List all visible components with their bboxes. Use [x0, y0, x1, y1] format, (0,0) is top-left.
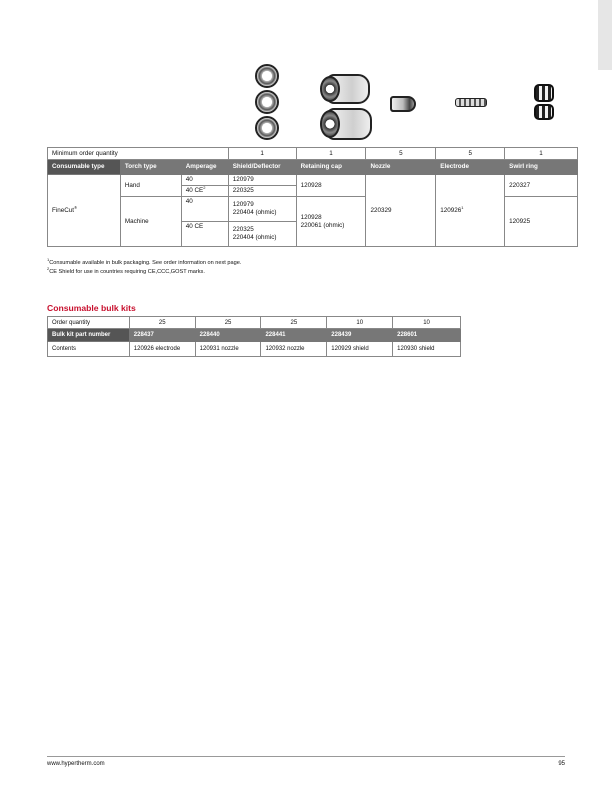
bulk-kit-part-number: 228601 — [393, 329, 461, 342]
min-order-nozzle: 5 — [366, 148, 436, 160]
page-number: 95 — [558, 761, 565, 767]
contents-label: Contents — [48, 342, 130, 357]
footnote-text: Consumable available in bulk packaging. See order information on next page. — [49, 260, 242, 266]
header-torch-type: Torch type — [120, 160, 181, 175]
shield-deflector-image — [255, 64, 279, 140]
shield-value: 220325 — [232, 226, 254, 233]
electrode-value: 120926 — [440, 206, 462, 214]
footnote-text: CE Shield for use in countries requiring CE,CCC,GOST marks. — [49, 269, 205, 275]
order-quantity-value: 10 — [327, 317, 393, 329]
min-order-label: Minimum order quantity — [48, 148, 229, 160]
shield-value-ohmic: 220404 (ohmic) — [232, 234, 277, 241]
contents-value: 120931 nozzle — [195, 342, 261, 357]
electrode-image — [455, 96, 491, 110]
swirl-ring-image — [532, 82, 554, 126]
header-electrode: Electrode — [436, 160, 505, 175]
shield-value-ohmic: 220404 (ohmic) — [232, 209, 277, 216]
registered-mark: ® — [74, 204, 78, 210]
header-nozzle: Nozzle — [366, 160, 436, 175]
header-retaining-cap: Retaining cap — [296, 160, 366, 175]
header-shield: Shield/Deflector — [228, 160, 296, 175]
contents-value: 120932 nozzle — [261, 342, 327, 357]
torch-type-machine: Machine — [120, 197, 181, 247]
retaining-cap-hand: 120928 — [296, 175, 366, 197]
amperage-cell — [181, 186, 228, 197]
order-quantity-value: 25 — [195, 317, 261, 329]
bulk-kit-part-label: Bulk kit part number — [48, 329, 130, 342]
min-order-swirl: 1 — [505, 148, 578, 160]
retaining-cap-machine — [296, 197, 366, 247]
amperage-cell — [181, 175, 228, 186]
table-row — [48, 175, 578, 186]
footnote-number: 1 — [47, 257, 50, 263]
retaining-cap-image — [318, 72, 378, 142]
retaining-cap-value-ohmic: 220061 (ohmic) — [300, 221, 345, 229]
torch-type-hand: Hand — [120, 175, 181, 197]
order-quantity-label: Order quantity — [48, 317, 130, 329]
bulk-kits-table — [47, 316, 461, 357]
consumable-type-cell — [48, 175, 121, 247]
shield-cell — [228, 197, 296, 222]
amperage-cell: 40 CE — [181, 222, 228, 247]
swirl-ring-hand: 220327 — [505, 175, 578, 197]
bulk-kit-part-row — [48, 329, 461, 342]
swirl-ring-machine: 120925 — [505, 197, 578, 247]
electrode-cell — [436, 175, 505, 247]
contents-value: 120930 shield — [393, 342, 461, 357]
shield-value: 120979 — [232, 201, 254, 208]
bulk-kit-part-number: 228439 — [327, 329, 393, 342]
min-order-cap: 1 — [296, 148, 366, 160]
header-consumable-type: Consumable type — [48, 160, 121, 175]
order-quantity-row — [48, 317, 461, 329]
amperage-value: 40 CE — [185, 187, 204, 194]
amperage-value: 40 — [185, 176, 193, 183]
footnote-1 — [47, 259, 241, 267]
header-amperage: Amperage — [181, 160, 228, 175]
order-quantity-value: 25 — [261, 317, 327, 329]
shield-cell: 120979 — [228, 175, 296, 186]
footer-url[interactable]: www.hypertherm.com — [47, 761, 105, 767]
shield-cell — [228, 222, 296, 247]
contents-value: 120926 electrode — [129, 342, 195, 357]
footer-divider — [47, 756, 565, 757]
consumable-type: FineCut — [52, 206, 75, 214]
min-order-electrode: 5 — [436, 148, 505, 160]
shield-cell: 220325 — [228, 186, 296, 197]
amperage-footnote-ref: 2 — [203, 184, 206, 190]
contents-row — [48, 342, 461, 357]
retaining-cap-value: 120928 — [300, 213, 322, 221]
contents-value: 120929 shield — [327, 342, 393, 357]
min-order-shield: 1 — [228, 148, 296, 160]
bulk-kit-part-number: 228440 — [195, 329, 261, 342]
consumable-images — [0, 62, 612, 142]
bulk-kits-title: Consumable bulk kits — [47, 303, 136, 313]
header-swirl-ring: Swirl ring — [505, 160, 578, 175]
consumables-table — [47, 147, 578, 247]
min-order-row — [48, 148, 578, 160]
order-quantity-value: 25 — [129, 317, 195, 329]
amperage-cell: 40 — [181, 197, 228, 222]
consumables-header-row — [48, 160, 578, 175]
bulk-kit-part-number: 228441 — [261, 329, 327, 342]
electrode-footnote-ref: 1 — [461, 204, 464, 210]
nozzle-image — [390, 94, 416, 114]
nozzle-cell: 220329 — [366, 175, 436, 247]
page-edge-tab — [598, 0, 612, 70]
footnote-2 — [47, 268, 205, 276]
footnote-number: 2 — [47, 266, 50, 272]
bulk-kit-part-number: 228437 — [129, 329, 195, 342]
order-quantity-value: 10 — [393, 317, 461, 329]
